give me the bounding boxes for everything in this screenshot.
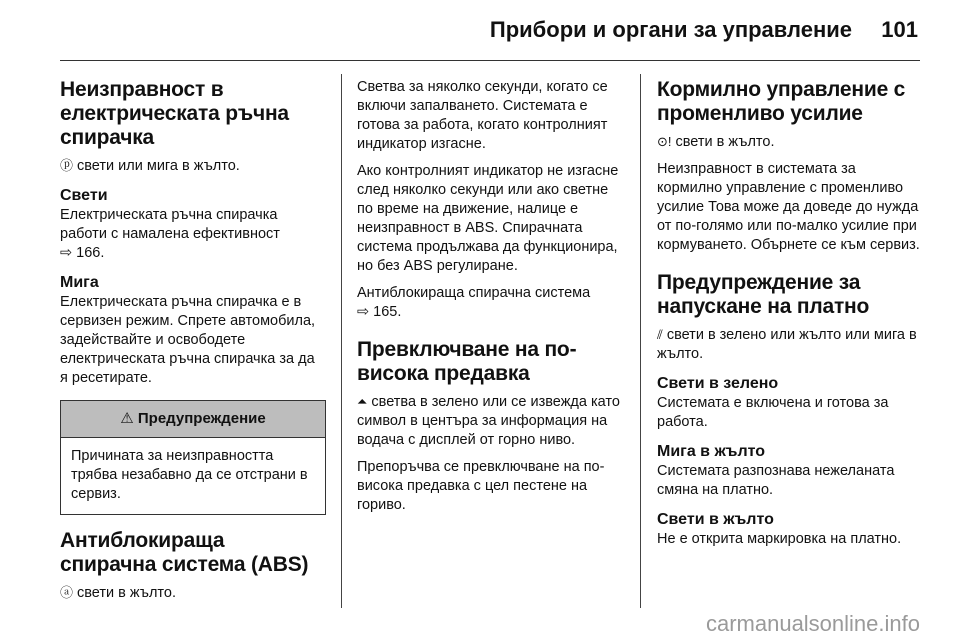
lit-text: Електрическата ръчна спирачка работи с намалена ефективност — [60, 207, 280, 242]
column-1 — [60, 78, 326, 611]
steering-indicator-text — [657, 132, 925, 152]
page-header — [0, 0, 960, 60]
fault-text: свети или мига в жълто. — [77, 158, 240, 174]
heading-flash: Мига — [60, 274, 99, 291]
page-number: 101 — [881, 17, 918, 42]
flash-text: Електрическата ръчна спирачка е в сервизен режим. Спрете автомобила, задействайте и освободете електрическата ръчна спирачка за да я ресетирате. — [60, 294, 316, 386]
warning-box — [60, 400, 326, 515]
green-text: Системата е включена и готова за работа. — [657, 395, 889, 430]
column-divider-2 — [640, 74, 641, 608]
abs-text: свети в жълто. — [77, 585, 177, 601]
lit-paragraph — [60, 206, 326, 263]
abs-paragraph-2: Ако контролният индикатор не изгасне след няколко секунди или ако светне по време на движение, налице е неизправност в ABS. Спирачната система продължава да функционира, но без ABS регулиране. — [357, 163, 619, 274]
abs-ref-text: Антиблокираща спирачна система — [357, 285, 591, 301]
watermark: carmanualsonline.info — [705, 611, 920, 636]
heading-lane-departure: Предупреждение за напускане на платно — [657, 271, 870, 318]
heading-steering: Кормилно управление с променливо усилие — [657, 78, 906, 125]
fault-indicator-text — [60, 156, 326, 176]
upshift-indicator-text — [357, 392, 625, 450]
abs-paragraph-1: Светва за няколко секунди, когато се включи запалването. Системата е готова за работа, когато контролният индикатор изгасне. — [357, 79, 608, 152]
heading-yellow-flash: Мига в жълто — [657, 443, 766, 460]
abs-page-ref: ⇨ 165. — [357, 304, 402, 320]
lane-indicator-text — [657, 325, 925, 364]
abs-indicator-text — [60, 583, 326, 603]
lane-departure-icon: ⫽ — [657, 327, 663, 342]
header-title: Прибори и органи за управление — [489, 17, 852, 42]
heading-yellow-lit: Свети в жълто — [657, 511, 774, 528]
abs-paragraph-3 — [357, 284, 625, 322]
warning-title: ⚠ Предупреждение — [61, 401, 325, 438]
heading-abs: Антиблокираща спирачна система (ABS) — [60, 529, 309, 576]
steering-warning-icon: ⊙! — [657, 134, 672, 149]
upshift-text: светва в зелено или се извежда като символ в центъра за информация на водача с дисплей от горно ниво. — [357, 394, 620, 448]
steering-text: свети в жълто. — [675, 134, 775, 150]
steering-description: Неизправност в системата за кормилно управление с променливо усилие Това може да доведе до нужда от по-голямо или по-малко усилие при кормуването. Обърнете се към сервиз. — [657, 161, 920, 253]
column-divider-1 — [341, 74, 342, 608]
upshift-icon: ⏶ — [357, 394, 368, 409]
heading-green: Свети в зелено — [657, 375, 779, 392]
column-3 — [657, 78, 925, 557]
heading-parking-brake-fault: Неизправност в електрическата ръчна спирачка — [60, 78, 289, 149]
column-2 — [357, 78, 625, 523]
yellow-lit-text: Не е открита маркировка на платно. — [657, 531, 902, 547]
heading-lit: Свети — [60, 187, 108, 204]
heading-upshift: Превключване на по-висока предавка — [357, 338, 577, 385]
upshift-paragraph: Препоръчва се превключване на по-висока предавка с цел пестене на гориво. — [357, 459, 605, 513]
parking-brake-icon: ⓟ — [60, 158, 74, 173]
header-rule — [60, 60, 920, 61]
warning-text: Причината за неизправността трябва незабавно да се отстрани в сервиз. — [71, 448, 308, 502]
yellow-flash-text: Системата разпознава нежеланата смяна на платно. — [657, 463, 895, 498]
lit-page-ref: ⇨ 166. — [60, 245, 105, 261]
lane-text: свети в зелено или жълто или мига в жълто. — [657, 327, 917, 362]
abs-icon: ⓐ — [60, 585, 74, 600]
